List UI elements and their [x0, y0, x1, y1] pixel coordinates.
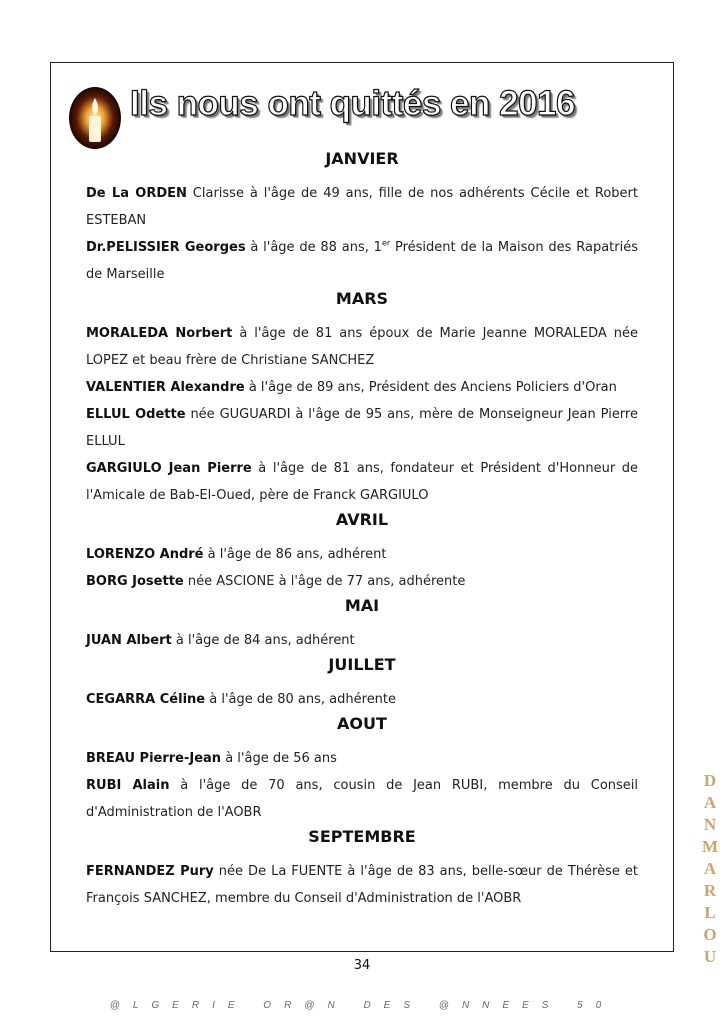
- obituary-entry: [86, 374, 638, 401]
- deceased-name: FERNANDEZ Pury: [86, 864, 214, 879]
- deceased-name: CEGARRA Céline: [86, 692, 206, 707]
- obituary-entry: [86, 568, 638, 595]
- page-number: 34: [353, 958, 371, 973]
- month-heading: SEPTEMBRE: [308, 827, 416, 846]
- side-letter: A: [703, 793, 717, 812]
- entry-text: à l'âge de 88 ans, 1: [245, 240, 382, 255]
- entry-text: à l'âge de 80 ans, adhérente: [205, 692, 397, 707]
- obituary-entry: [86, 686, 638, 713]
- entry-text: née De La FUENTE à l'âge de 83 ans, belle-sœur de Thérèse et François SANCHEZ, membre du Conseil d'Administration de l'AOBR: [86, 864, 639, 906]
- deceased-name: BREAU Pierre-Jean: [86, 751, 222, 766]
- deceased-name: RUBI Alain: [86, 778, 170, 793]
- candle-icon: [68, 86, 122, 150]
- side-vertical-text: [698, 770, 722, 968]
- deceased-name: ELLUL Odette: [86, 407, 186, 422]
- obituary-entry: [86, 180, 638, 234]
- obituary-entry: [86, 234, 638, 288]
- ordinal-suffix: er: [381, 238, 391, 248]
- side-letter: R: [703, 881, 717, 900]
- side-letter: O: [703, 925, 717, 944]
- side-letter: N: [703, 815, 717, 834]
- side-letter: U: [703, 947, 717, 966]
- entry-text: à l'âge de 89 ans, Président des Anciens Policiers d'Oran: [244, 380, 617, 395]
- obituary-list: [86, 148, 638, 912]
- deceased-name: JUAN Albert: [86, 633, 172, 648]
- footer-text: @LGERIE OR@N DES @NNEES 50: [109, 1000, 615, 1011]
- month-heading: AVRIL: [335, 510, 389, 529]
- deceased-name: De La ORDEN: [86, 186, 187, 201]
- month-heading: JANVIER: [325, 149, 399, 168]
- month-heading: MAI: [344, 596, 380, 615]
- side-letter: L: [704, 903, 716, 922]
- entry-text: à l'âge de 81 ans époux de Marie Jeanne MORALEDA née LOPEZ et beau frère de Christiane SANCHEZ: [86, 326, 638, 368]
- obituary-entry: [86, 401, 638, 455]
- entry-text: Président de la Maison des Rapatriés de Marseille: [86, 240, 638, 282]
- side-letter: A: [703, 859, 717, 878]
- deceased-name: VALENTIER Alexandre: [86, 380, 245, 395]
- entry-text: à l'âge de 70 ans, cousin de Jean RUBI, membre du Conseil d'Administration de l'AOBR: [86, 778, 639, 820]
- entry-text: née ASCIONE à l'âge de 77 ans, adhérente: [183, 574, 466, 589]
- entry-text: Clarisse à l'âge de 49 ans, fille de nos adhérents Cécile et Robert ESTEBAN: [86, 186, 638, 228]
- deceased-name: MORALEDA Norbert: [86, 326, 233, 341]
- obituary-entry: [86, 745, 638, 772]
- deceased-name: BORG Josette: [86, 574, 184, 589]
- entry-text: née GUGUARDI à l'âge de 95 ans, mère de Monseigneur Jean Pierre ELLUL: [86, 407, 638, 449]
- obituary-entry: [86, 455, 638, 509]
- deceased-name: GARGIULO Jean Pierre: [86, 461, 252, 476]
- month-heading: JUILLET: [328, 655, 396, 674]
- entry-text: à l'âge de 84 ans, adhérent: [171, 633, 355, 648]
- month-heading: MARS: [335, 289, 389, 308]
- obituary-entry: [86, 541, 638, 568]
- obituary-entry: [86, 627, 638, 654]
- entry-text: à l'âge de 86 ans, adhérent: [203, 547, 387, 562]
- page-title: Ils nous ont quittés en 2016: [130, 84, 575, 123]
- side-letter: D: [703, 771, 717, 790]
- obituary-entry: [86, 320, 638, 374]
- obituary-entry: [86, 772, 638, 826]
- obituary-entry: [86, 858, 638, 912]
- deceased-name: Dr.PELISSIER Georges: [86, 240, 246, 255]
- month-heading: AOUT: [337, 714, 387, 733]
- deceased-name: LORENZO André: [86, 547, 204, 562]
- entry-text: à l'âge de 81 ans, fondateur et Président d'Honneur de l'Amicale de Bab-El-Oued, père de Franck GARGIULO: [86, 461, 638, 503]
- entry-text: à l'âge de 56 ans: [221, 751, 337, 766]
- side-letter: M: [701, 837, 719, 856]
